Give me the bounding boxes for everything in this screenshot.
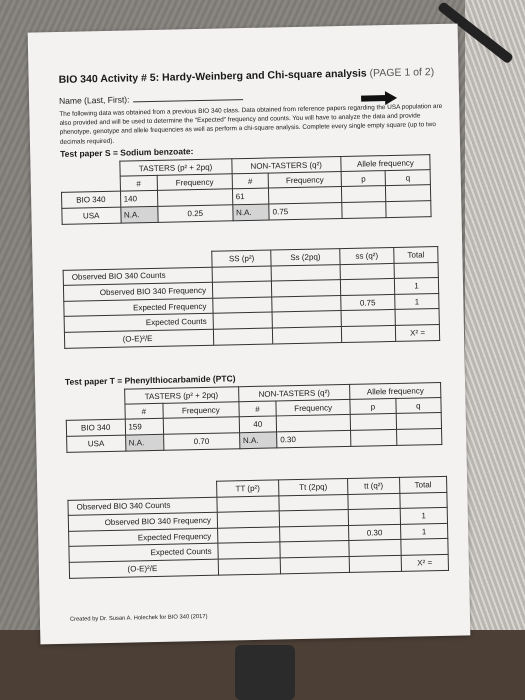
row-label: Expected Frequency	[64, 298, 213, 317]
background-shoe	[235, 645, 295, 700]
cell-q[interactable]	[386, 201, 431, 218]
header-frequency: Frequency	[268, 172, 341, 189]
cell-genotype-2[interactable]	[279, 525, 349, 542]
cell-genotype-2[interactable]	[271, 264, 340, 281]
cell-genotype-2[interactable]	[272, 311, 341, 328]
cell-nontaster-frequency: 0.75	[269, 203, 342, 221]
header-q: q	[395, 397, 441, 413]
cell-genotype-3[interactable]	[340, 263, 395, 280]
title-text: BIO 340 Activity # 5: Hardy-Weinberg and Chi-square analysis	[58, 67, 367, 86]
cell-genotype-1[interactable]	[212, 266, 272, 283]
cell-taster-frequency[interactable]	[158, 189, 233, 207]
header-frequency: Frequency	[157, 174, 232, 191]
cell-genotype-3[interactable]	[349, 540, 401, 557]
header-tasters: TASTERS (p² + 2pq)	[124, 387, 239, 404]
genotype-table-ptc	[67, 476, 449, 578]
cell-nontaster-count: N.A.	[239, 432, 277, 449]
cell-p[interactable]	[342, 202, 387, 219]
header-frequency: Frequency	[276, 399, 350, 416]
header-hash: #	[124, 403, 163, 419]
cell-genotype-1[interactable]	[217, 496, 279, 513]
row-label: Observed BIO 340 Frequency	[68, 512, 217, 531]
header-tasters: TASTERS (p² + 2pq)	[119, 159, 231, 176]
cell-nontaster-frequency[interactable]	[269, 187, 342, 205]
cell-p[interactable]	[350, 413, 396, 430]
cell-genotype-3[interactable]	[341, 325, 396, 342]
cell-total: 1	[400, 508, 448, 525]
counts-table-ptc	[65, 382, 442, 453]
instructions: The following data was obtained from a previous BIO 340 class. Data obtained from reference papers regarding the USA population are also provided and will be used to determine the "Expected" frequency and counts. You will have to analyze the data and provide phenotype, genotype and allele frequencies as well as perform a chi-square analysis. Complete every single empty square (up to two decimals required).	[59, 102, 443, 146]
header-genotype-3: tt (q²)	[348, 477, 400, 494]
header-nontasters: NON-TASTERS (q²)	[238, 384, 350, 401]
cell-genotype-1[interactable]	[217, 511, 279, 528]
cell-genotype-2[interactable]	[272, 280, 341, 297]
page-label: (PAGE 1 of 2)	[369, 66, 435, 80]
section-label-ptc: Test paper T = Phenylthiocarbamide (PTC)	[64, 373, 236, 387]
cell-genotype-2[interactable]	[279, 494, 349, 511]
cell-nontaster-frequency[interactable]	[276, 414, 350, 432]
cell-taster-count[interactable]: 159	[125, 418, 164, 435]
background-rug	[465, 0, 525, 700]
cell-genotype-1[interactable]	[218, 527, 280, 544]
cell-p[interactable]	[351, 429, 397, 446]
counts-table-sodium-benzoate	[60, 154, 431, 225]
header-hash: #	[120, 175, 158, 191]
header-genotype-2: Tt (2pq)	[278, 478, 348, 495]
row-label: Observed BIO 340 Counts	[68, 497, 217, 516]
header-allele-frequency: Allele frequency	[350, 382, 441, 399]
header-genotype-1: SS (p²)	[212, 250, 272, 267]
cell-nontaster-count[interactable]: 61	[232, 188, 269, 205]
cell-genotype-3[interactable]	[348, 493, 400, 510]
chi-square-cell[interactable]: X² =	[395, 324, 439, 341]
row-label: USA	[67, 435, 126, 452]
name-label: Name (Last, First):	[58, 94, 130, 106]
name-row	[59, 92, 244, 106]
cell-genotype-3[interactable]	[349, 555, 401, 572]
header-allele-frequency: Allele frequency	[341, 155, 430, 172]
worksheet-paper	[28, 24, 471, 645]
cell-total: 1	[395, 293, 439, 310]
cell-genotype-1[interactable]	[213, 297, 273, 314]
worksheet-title	[59, 66, 435, 86]
header-total: Total	[394, 247, 438, 264]
cell-q[interactable]	[396, 428, 442, 445]
row-label: Expected Counts	[64, 314, 213, 333]
cell-genotype-1[interactable]	[212, 281, 272, 298]
header-hash: #	[239, 401, 277, 417]
header-q: q	[385, 170, 430, 186]
header-p: p	[341, 171, 386, 187]
cell-total: 1	[400, 523, 448, 540]
cell-total[interactable]	[401, 539, 449, 556]
row-label: Expected Counts	[69, 544, 218, 563]
cell-genotype-3[interactable]	[341, 310, 396, 327]
row-label: Expected Frequency	[69, 528, 218, 547]
cell-taster-count: N.A.	[125, 434, 164, 451]
cell-total: 1	[394, 278, 438, 295]
cell-taster-frequency[interactable]	[163, 417, 239, 435]
cell-total[interactable]	[395, 309, 439, 326]
header-genotype-1: TT (p²)	[217, 480, 279, 497]
cell-taster-frequency: 0.25	[158, 205, 233, 223]
cell-genotype-2[interactable]	[273, 327, 342, 344]
header-p: p	[350, 398, 396, 414]
cell-genotype-1[interactable]	[213, 328, 273, 345]
cell-genotype-2[interactable]	[280, 541, 350, 558]
cell-genotype-1[interactable]	[218, 558, 280, 575]
row-label: (O-E)²/E	[64, 329, 213, 348]
header-genotype-2: Ss (2pq)	[271, 249, 340, 266]
chi-square-cell[interactable]: X² =	[401, 554, 449, 571]
row-label: Observed BIO 340 Counts	[63, 267, 212, 286]
cell-genotype-3: 0.30	[349, 524, 401, 541]
header-nontasters: NON-TASTERS (q²)	[231, 157, 341, 174]
cell-p[interactable]	[341, 186, 386, 203]
cell-genotype-3[interactable]	[348, 509, 400, 526]
cell-genotype-2[interactable]	[272, 295, 341, 312]
cell-genotype-2[interactable]	[279, 510, 349, 527]
section-label-sodium-benzoate: Test paper S = Sodium benzoate:	[60, 146, 194, 159]
cell-q[interactable]	[396, 412, 442, 429]
row-label: USA	[62, 207, 121, 224]
cell-total[interactable]	[400, 492, 448, 509]
row-label: Observed BIO 340 Frequency	[63, 282, 212, 301]
cell-nontaster-frequency: 0.30	[277, 430, 351, 448]
cell-genotype-1[interactable]	[218, 542, 280, 559]
cell-genotype-2[interactable]	[280, 556, 350, 573]
genotype-table-sodium-benzoate	[62, 246, 440, 348]
name-blank[interactable]	[133, 99, 243, 102]
cell-taster-frequency: 0.70	[163, 433, 239, 451]
row-label: BIO 340	[61, 191, 120, 208]
cell-genotype-1[interactable]	[213, 312, 273, 329]
row-label: (O-E)²/E	[69, 559, 218, 578]
cell-taster-count[interactable]: 140	[120, 190, 158, 207]
cell-taster-count: N.A.	[120, 206, 158, 223]
cell-nontaster-count: N.A.	[232, 204, 269, 221]
header-genotype-3: ss (q²)	[339, 247, 394, 264]
cell-nontaster-count[interactable]: 40	[239, 416, 277, 433]
cell-genotype-3[interactable]	[340, 279, 395, 296]
footer-credit: Created by Dr. Susan A. Holechek for BIO 340 (2017)	[69, 613, 208, 623]
row-label: BIO 340	[66, 419, 125, 436]
header-frequency: Frequency	[163, 402, 239, 419]
header-total: Total	[399, 476, 447, 493]
header-hash: #	[232, 173, 269, 189]
cell-total[interactable]	[394, 262, 438, 279]
cell-q[interactable]	[386, 185, 431, 202]
cell-genotype-3: 0.75	[340, 294, 395, 311]
